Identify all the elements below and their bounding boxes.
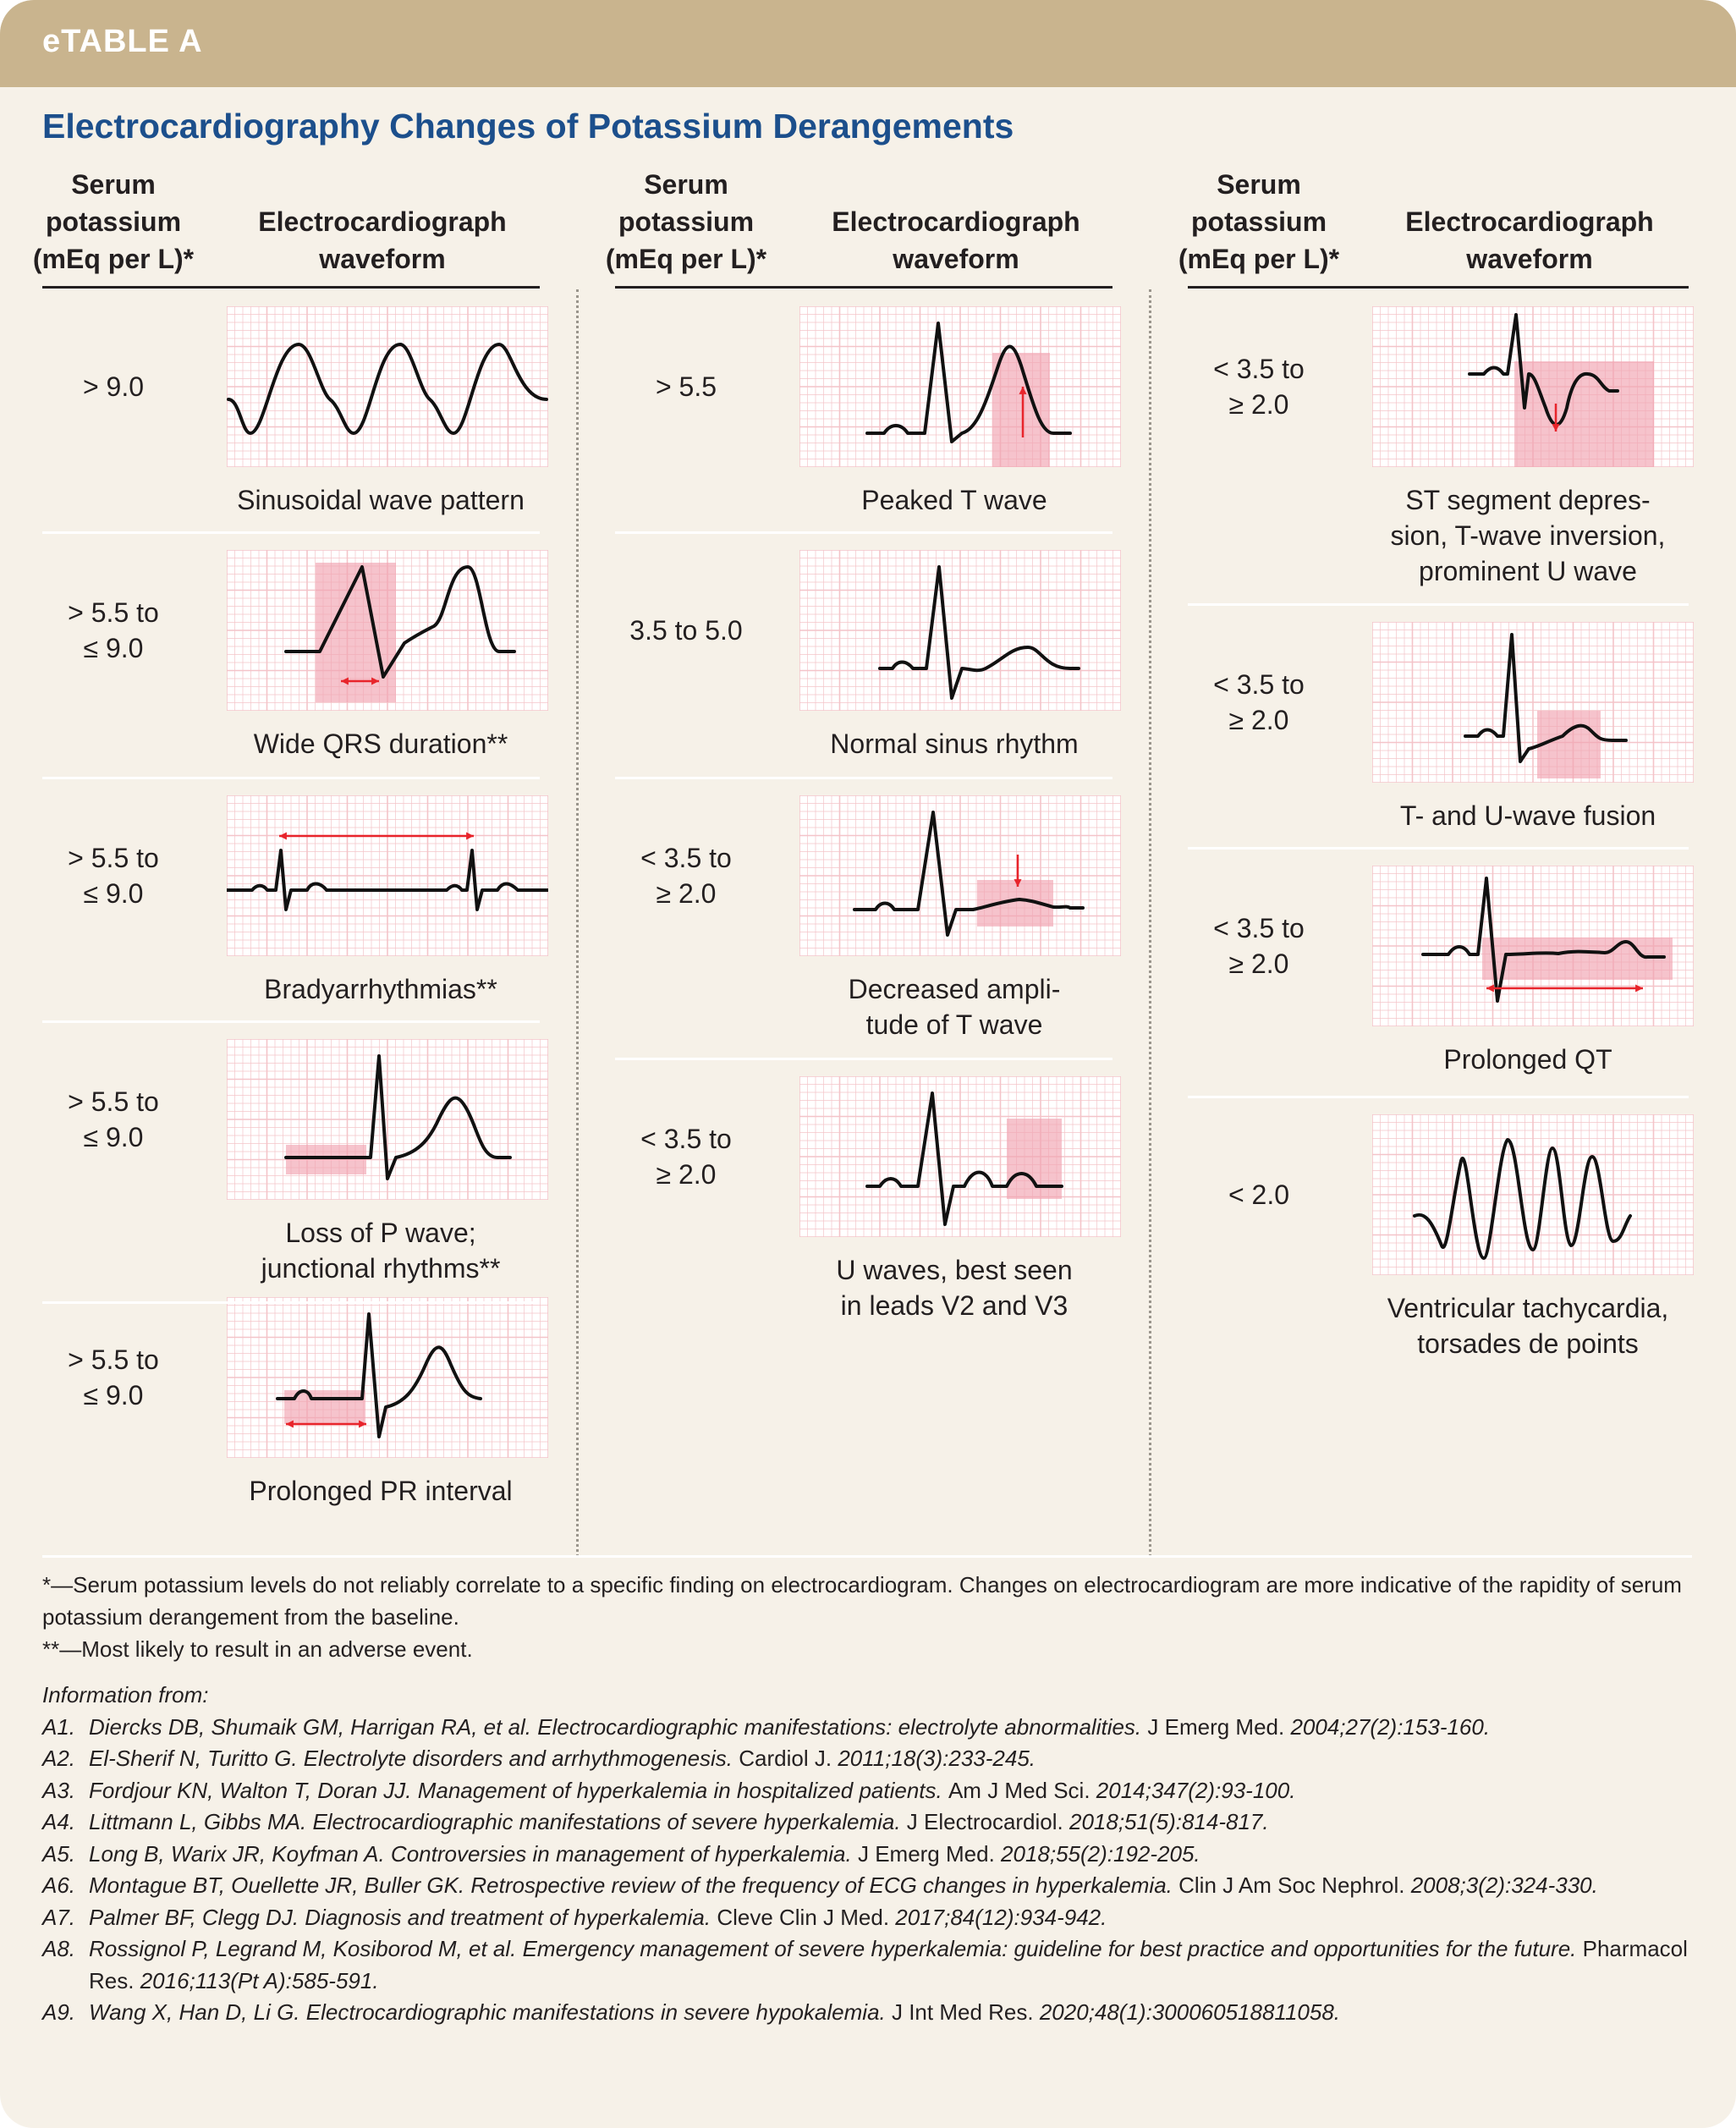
header-ecg-waveform: Electrocardiograph waveform <box>1405 206 1654 274</box>
ecg-grid <box>799 550 1121 711</box>
column-divider <box>1149 289 1151 1557</box>
row-divider <box>42 531 540 534</box>
potassium-value: < 3.5 to ≥ 2.0 <box>1213 913 1305 979</box>
footnote: *—Serum potassium levels do not reliably correlate to a specific finding on electrocardiogram. Changes on electrocardiogram are more indicative of the rapidity of serum potassium derangement from the baseline. <box>42 1572 1682 1630</box>
waveform-caption: Decreased ampli- tude of T wave <box>848 974 1061 1040</box>
ecg-grid <box>1372 622 1694 783</box>
potassium-value: > 5.5 to ≤ 9.0 <box>68 843 159 909</box>
column-divider <box>576 289 579 1557</box>
reference-list <box>42 1712 1696 2029</box>
ecg-waveform-wide-qrs <box>227 550 548 711</box>
highlight-region <box>1514 361 1654 467</box>
highlight-region <box>286 1145 366 1174</box>
row-divider <box>1188 1096 1689 1098</box>
references-heading: Information from: <box>42 1682 209 1707</box>
header-ecg-waveform: Electrocardiograph waveform <box>832 206 1080 274</box>
highlight-region <box>1482 938 1673 980</box>
waveform-caption: ST segment depres- sion, T-wave inversion, prominent U wave <box>1390 485 1666 586</box>
ecg-waveform-sinusoidal <box>227 306 548 467</box>
reference-item: A9. Wang X, Han D, Li G. Electrocardiographic manifestations in severe hypokalemia. J Int Med Res. 2020;48(1):300060518811058. <box>42 1999 1341 2025</box>
potassium-value: < 3.5 to ≥ 2.0 <box>1213 354 1305 420</box>
banner-label: eTABLE A <box>42 24 203 59</box>
ecg-waveform-normal <box>799 550 1121 711</box>
table-title: Electrocardiography Changes of Potassium Derangements <box>42 107 1014 146</box>
row-divider <box>1188 603 1689 606</box>
reference-item: A5. Long B, Warix JR, Koyfman A. Controversies in management of hyperkalemia. J Emerg Med. 2018;55(2):192-205. <box>42 1840 1200 1867</box>
waveform-caption: Prolonged PR interval <box>249 1476 513 1506</box>
row-divider <box>42 1020 540 1023</box>
ecg-grid <box>799 1076 1121 1237</box>
reference-item: A7. Palmer BF, Clegg DJ. Diagnosis and treatment of hyperkalemia. Cleve Clin J Med. 2017;84(12):934-942. <box>42 1904 1107 1930</box>
waveform-caption: Ventricular tachycardia, torsades de points <box>1387 1293 1669 1359</box>
ecg-waveform-prolonged-qt <box>1372 866 1694 1026</box>
reference-item: A6. Montague BT, Ouellette JR, Buller GK. Retrospective review of the frequency of ECG changes in hyperkalemia. Clin J Am Soc Nephrol. 2008;3(2):324-330. <box>42 1872 1598 1898</box>
ecg-waveform-loss-p <box>227 1039 548 1200</box>
waveform-caption: Bradyarrhythmias** <box>264 974 497 1004</box>
row-divider <box>615 777 1112 779</box>
ecg-grid <box>799 306 1121 467</box>
ecg-waveform-brady <box>227 795 548 956</box>
waveform-caption: T- and U-wave fusion <box>1399 800 1656 831</box>
references <box>42 1680 1696 2029</box>
ecg-waveform-tu-fusion <box>1372 622 1694 783</box>
potassium-value: < 3.5 to ≥ 2.0 <box>640 843 732 909</box>
waveform-caption: U waves, best seen in leads V2 and V3 <box>836 1255 1073 1321</box>
reference-item: A4. Littmann L, Gibbs MA. Electrocardiographic manifestations of severe hyperkalemia. J Electrocardiol. 2018;51(5):814-817. <box>42 1809 1269 1834</box>
ecg-grid <box>227 306 548 467</box>
table-bottom-rule <box>42 1555 1692 1558</box>
header-serum-potassium: Serum potassium (mEq per L)* <box>605 169 767 274</box>
potassium-value: < 2.0 <box>1228 1179 1290 1210</box>
ecg-waveform-u-waves <box>799 1076 1121 1237</box>
ecg-waveform-prolonged-pr <box>227 1297 548 1458</box>
reference-item: A8. Rossignol P, Legrand M, Kosiborod M, et al. Emergency management of severe hyperkalemia: guideline for best practice and opportunities for the future. Pharmacol Res. 2016;113(Pt A):585-591. <box>42 1936 1688 1993</box>
header-ecg-waveform: Electrocardiograph waveform <box>258 206 507 274</box>
potassium-value: > 5.5 <box>655 371 717 402</box>
potassium-value: 3.5 to 5.0 <box>629 615 743 646</box>
potassium-value: > 5.5 to ≤ 9.0 <box>68 1344 159 1410</box>
waveform-caption: Prolonged QT <box>1443 1044 1612 1075</box>
waveform-caption: Loss of P wave; junctional rhythms** <box>261 1218 501 1284</box>
header-serum-potassium: Serum potassium (mEq per L)* <box>32 169 195 274</box>
waveform-caption: Sinusoidal wave pattern <box>237 485 525 515</box>
potassium-value: > 5.5 to ≤ 9.0 <box>68 597 159 663</box>
header-rule <box>42 286 540 289</box>
potassium-value: < 3.5 to ≥ 2.0 <box>640 1124 732 1190</box>
row-divider <box>42 1301 540 1304</box>
ecg-waveform-st-depression <box>1372 306 1694 467</box>
footnote: **—Most likely to result in an adverse event. <box>42 1636 473 1662</box>
ecg-grid <box>799 795 1121 956</box>
waveform-caption: Peaked T wave <box>861 485 1047 515</box>
footnotes <box>42 1569 1696 1665</box>
header-rule <box>615 286 1112 289</box>
banner <box>0 0 1736 87</box>
ecg-waveform-peaked-t <box>799 306 1121 467</box>
reference-item: A1. Diercks DB, Shumaik GM, Harrigan RA, et al. Electrocardiographic manifestations: electrolyte abnormalities. J Emerg Med. 2004;27(2):153-160. <box>42 1713 1491 1740</box>
ecg-grid <box>227 1297 548 1458</box>
row-divider <box>615 531 1112 534</box>
ecg-waveform-torsades <box>1372 1114 1694 1275</box>
reference-item: A3. Fordjour KN, Walton T, Doran JJ. Management of hyperkalemia in hospitalized patients. Am J Med Sci. 2014;347(2):93-100. <box>42 1777 1296 1803</box>
ecg-waveform-decreased-t <box>799 795 1121 956</box>
header-rule <box>1188 286 1689 289</box>
header-serum-potassium: Serum potassium (mEq per L)* <box>1178 169 1340 274</box>
potassium-value: < 3.5 to ≥ 2.0 <box>1213 669 1305 735</box>
row-divider <box>42 777 540 779</box>
row-divider <box>615 1058 1112 1060</box>
reference-item: A2. El-Sherif N, Turitto G. Electrolyte disorders and arrhythmogenesis. Cardiol J. 2011;18(3):233-245. <box>42 1746 1036 1771</box>
row-divider <box>1188 847 1689 850</box>
waveform-caption: Wide QRS duration** <box>253 729 508 759</box>
waveform-caption: Normal sinus rhythm <box>830 729 1079 759</box>
potassium-value: > 5.5 to ≤ 9.0 <box>68 1086 159 1152</box>
potassium-value: > 9.0 <box>82 371 145 402</box>
ecg-grid <box>227 795 548 956</box>
highlight-region <box>1537 711 1601 778</box>
